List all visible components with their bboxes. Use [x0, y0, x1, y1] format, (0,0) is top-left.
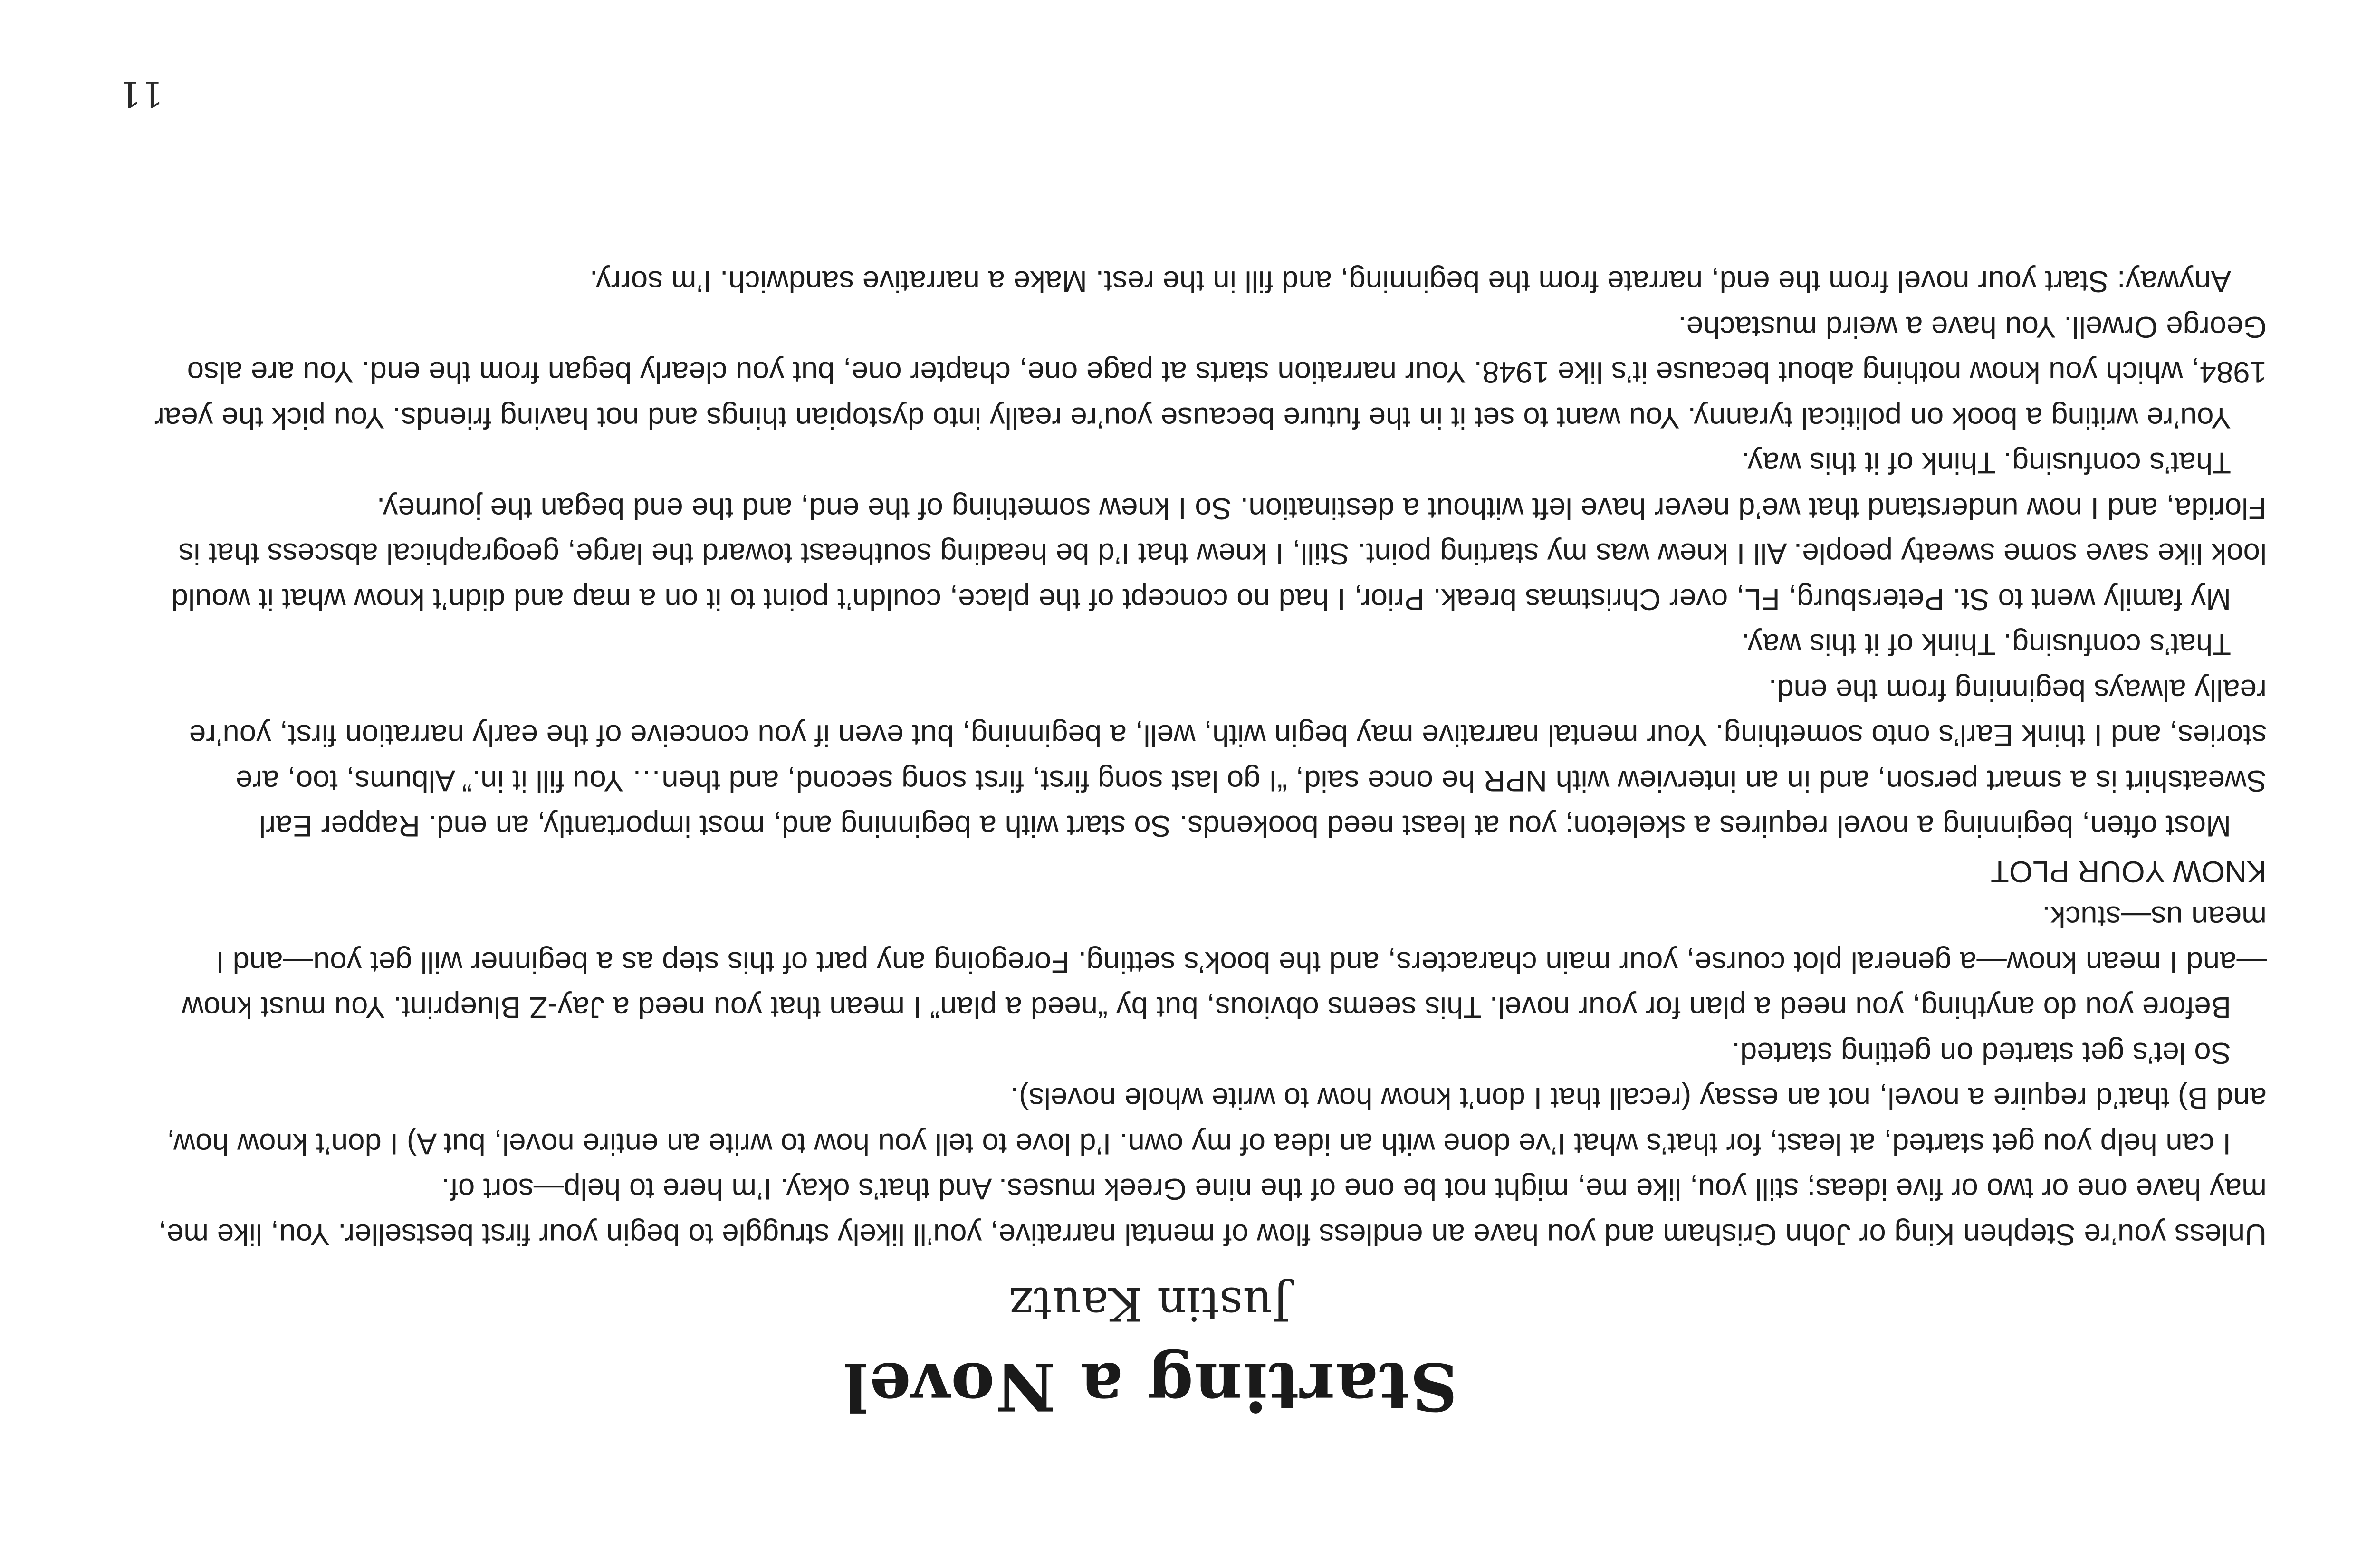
- paragraph: Anyway: Start your novel from the end, narrate from the beginning, and fill in the rest. Make a narrative sandwich. I’m sorry.: [589, 265, 2231, 298]
- paragraph: You’re writing a book on political tyranny. You want to set it in the future because you’re really into dystopian things and not having friends. You pick the year 1984, which you know nothing about because it’s like 1948. Your narration starts at page one, chapter one, but you clearly began from the end. You are also George Orwell. You have a weird mustache.: [154, 310, 2267, 434]
- author-byline: Justin Kautz: [1009, 1277, 1291, 1330]
- page-number: 11: [119, 73, 164, 114]
- section-heading: KNOW YOUR PLOT: [1991, 855, 2267, 888]
- paragraph: My family went to St. Petersburg, FL, over Christmas break. Prior, I had no concept of the place, couldn’t point to it on a map and didn’t know what it would look like save some sweaty people. All I knew was my starting point. Still, I knew that I’d be heading southeast toward the large, geographical abscess that is Florida, and I now understand that we’d never have left without a destination. So I knew something of the end, and the end began the journey.: [171, 492, 2267, 616]
- article-body: [152, 258, 2267, 1257]
- paragraph: That’s confusing. Think of it this way.: [1741, 446, 2231, 480]
- paragraph: Before you do anything, you need a plan for your novel. This seems obvious, but by “need a plan” I mean that you need a Jay-Z Blueprint. You must know—and I mean know—a general plot course, your main characters, and the book’s setting. Foregoing any part of this step as a beginner will get you—and I mean us—stuck.: [182, 900, 2267, 1024]
- page-title: Starting a Novel: [842, 1348, 1458, 1425]
- paragraph: So let’s get started on getting started.: [1732, 1036, 2231, 1070]
- paragraph: Unless you’re Stephen King or John Grisham and you have an endless flow of mental narrative, you’ll likely struggle to begin your first bestseller. You, like me, may have one or two or five ideas; still you, like me, might not be one of the nine Greek muses. And that’s okay. I’m here to help—sort of.: [158, 1172, 2267, 1251]
- paragraph: Most often, beginning a novel requires a skeleton; you at least need bookends. So start with a beginning and, most importantly, an end. Rapper Earl Sweatshirt is a smart person, and in an interview with NPR he once said, “I go last song first, first song second, and then… You fill it in.” Albums, too, are stories, and I think Earl’s onto something. Your mental narrative may begin with, well, a beginning, but even if you conceive of the early narration first, you’re really always beginning from the end.: [189, 673, 2267, 843]
- paragraph: That’s confusing. Think of it this way.: [1741, 628, 2231, 661]
- paragraph: I can help you get started, at least, for that’s what I’ve done with an idea of my own. I’d love to tell you how to write an entire novel, but A) I don’t know how, and B) that’d require a novel, not an essay (recall that I don’t know how to write whole novels).: [167, 1081, 2267, 1160]
